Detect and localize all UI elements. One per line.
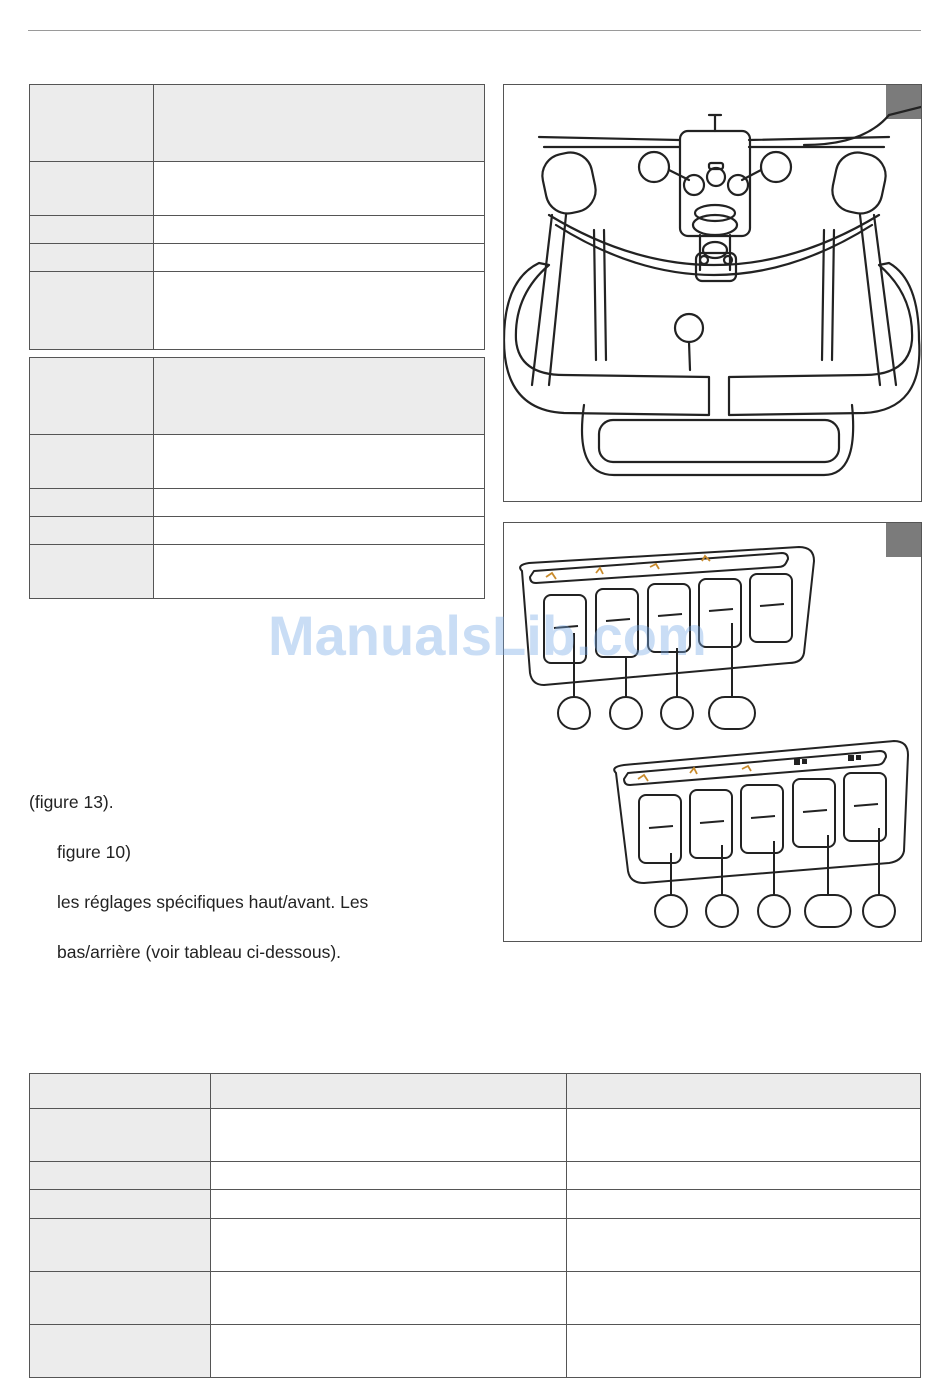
table-cell [30, 85, 154, 162]
table-cell [154, 85, 485, 162]
figure-handlebar [503, 84, 922, 502]
body-text-line: (figure 13). [29, 792, 114, 812]
table-cell [567, 1162, 921, 1190]
body-text-line: bas/arrière (voir tableau ci-dessous). [57, 942, 342, 962]
table-cell [567, 1074, 921, 1109]
table-cell [30, 545, 154, 599]
table-cell [211, 1272, 567, 1325]
table-cell [567, 1219, 921, 1272]
table-cell [211, 1162, 567, 1190]
table-cell [30, 1074, 211, 1109]
table-cell [154, 358, 485, 435]
table-cell [30, 1190, 211, 1219]
settings-table [29, 1073, 921, 1378]
handlebar-controller-illustration [504, 85, 921, 501]
spec-table-1 [29, 84, 485, 350]
table-cell [154, 517, 485, 545]
table-cell [30, 1109, 211, 1162]
table-cell [30, 1162, 211, 1190]
table-cell [30, 489, 154, 517]
table-cell [30, 435, 154, 489]
top-rule [28, 30, 921, 31]
body-text-line: figure 10) [57, 842, 131, 862]
table-cell [30, 517, 154, 545]
table-cell [211, 1190, 567, 1219]
table-cell [211, 1325, 567, 1378]
table-cell [154, 489, 485, 517]
table-cell [30, 1219, 211, 1272]
spec-table-2 [29, 357, 485, 599]
table-cell [30, 216, 154, 244]
table-cell [154, 272, 485, 350]
table-cell [211, 1219, 567, 1272]
table-cell [30, 244, 154, 272]
table-cell [567, 1109, 921, 1162]
table-cell [30, 1272, 211, 1325]
table-cell [30, 162, 154, 216]
body-text-line: les réglages spécifiques haut/avant. Les [57, 892, 369, 912]
keypad-panels-illustration [504, 523, 921, 941]
table-cell [211, 1074, 567, 1109]
table-cell [154, 244, 485, 272]
table-cell [567, 1272, 921, 1325]
figure-button-panels [503, 522, 922, 942]
table-cell [30, 1325, 211, 1378]
table-cell [30, 358, 154, 435]
table-cell [567, 1190, 921, 1219]
table-cell [30, 272, 154, 350]
table-cell [154, 545, 485, 599]
table-cell [154, 162, 485, 216]
table-cell [567, 1325, 921, 1378]
table-cell [154, 216, 485, 244]
watermark-text: ManualsLib.com [268, 604, 707, 667]
table-cell [154, 435, 485, 489]
table-cell [211, 1109, 567, 1162]
